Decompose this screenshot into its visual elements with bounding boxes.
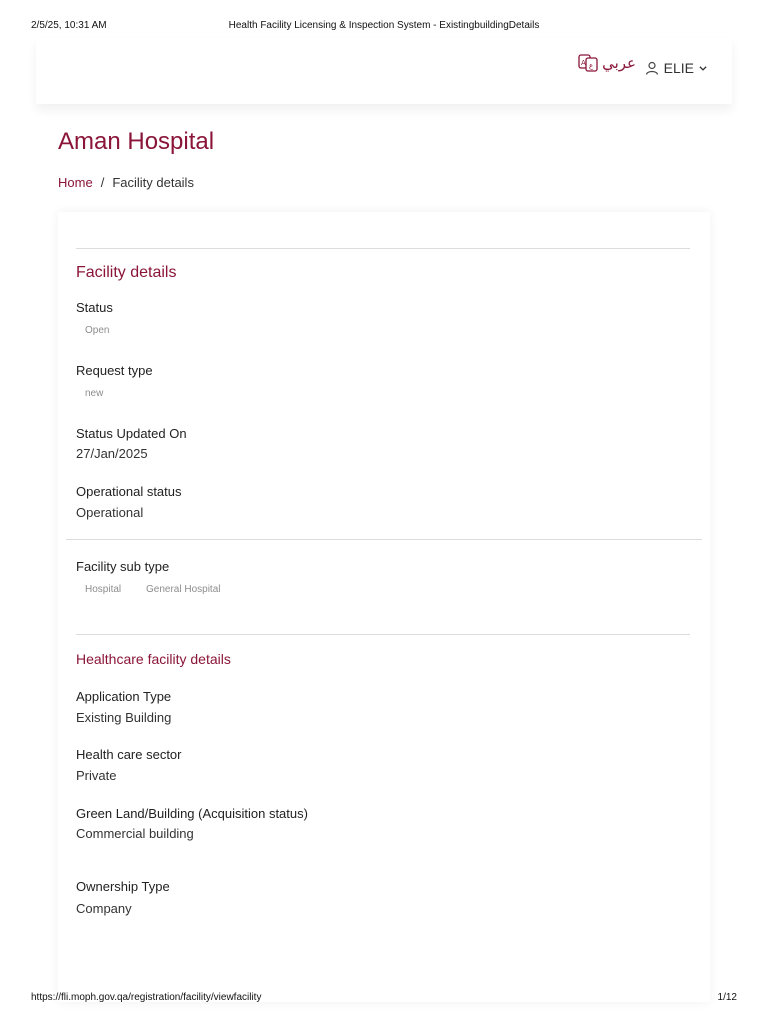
print-datetime: 2/5/25, 10:31 AM	[31, 20, 107, 31]
top-navbar	[36, 38, 732, 104]
print-page-number: 1/12	[717, 992, 737, 1003]
status-updated-label: Status Updated On	[76, 426, 187, 441]
operational-status-label: Operational status	[76, 484, 182, 499]
health-care-sector-value: Private	[76, 768, 117, 783]
page-title: Aman Hospital	[58, 128, 215, 155]
status-updated-value: 27/Jan/2025	[76, 446, 148, 461]
user-icon	[644, 60, 660, 76]
svg-text:A: A	[581, 59, 586, 67]
facility-details-heading: Facility details	[76, 264, 177, 281]
section-divider	[76, 248, 690, 249]
section-divider	[66, 539, 702, 540]
section-divider	[76, 634, 690, 635]
breadcrumb-home-link[interactable]: Home	[58, 175, 93, 190]
chevron-down-icon	[698, 63, 708, 73]
breadcrumb-current: Facility details	[112, 175, 194, 190]
ownership-type-label: Ownership Type	[76, 879, 170, 894]
translate-icon	[578, 54, 598, 72]
print-document-title: Health Facility Licensing & Inspection System - ExistingbuildingDetails	[228, 20, 540, 31]
facility-details-card	[58, 212, 710, 1002]
print-header	[0, 0, 768, 34]
application-type-value: Existing Building	[76, 710, 172, 725]
svg-text:ع: ع	[589, 62, 594, 70]
facility-sub-type-chip: General Hospital	[146, 584, 221, 595]
language-label: عربي	[602, 55, 636, 72]
green-land-label: Green Land/Building (Acquisition status)	[76, 806, 308, 821]
request-type-label: Request type	[76, 363, 153, 378]
status-label: Status	[76, 300, 113, 315]
ownership-type-value: Company	[76, 901, 132, 916]
health-care-sector-label: Health care sector	[76, 747, 182, 762]
healthcare-details-heading: Healthcare facility details	[76, 651, 231, 667]
user-menu[interactable]	[644, 60, 708, 76]
facility-sub-type-label: Facility sub type	[76, 559, 170, 574]
breadcrumb	[58, 175, 194, 190]
green-land-value: Commercial building	[76, 826, 194, 841]
print-url: https://fli.moph.gov.qa/registration/facility/viewfacility	[31, 992, 262, 1003]
application-type-label: Application Type	[76, 689, 172, 704]
user-name: ELIE	[663, 60, 694, 76]
breadcrumb-separator: /	[100, 175, 105, 190]
request-type-value: new	[85, 388, 104, 399]
operational-status-value: Operational	[76, 505, 144, 520]
language-switch[interactable]	[578, 54, 636, 72]
status-value: Open	[85, 325, 110, 336]
facility-sub-type-chip: Hospital	[85, 584, 122, 595]
